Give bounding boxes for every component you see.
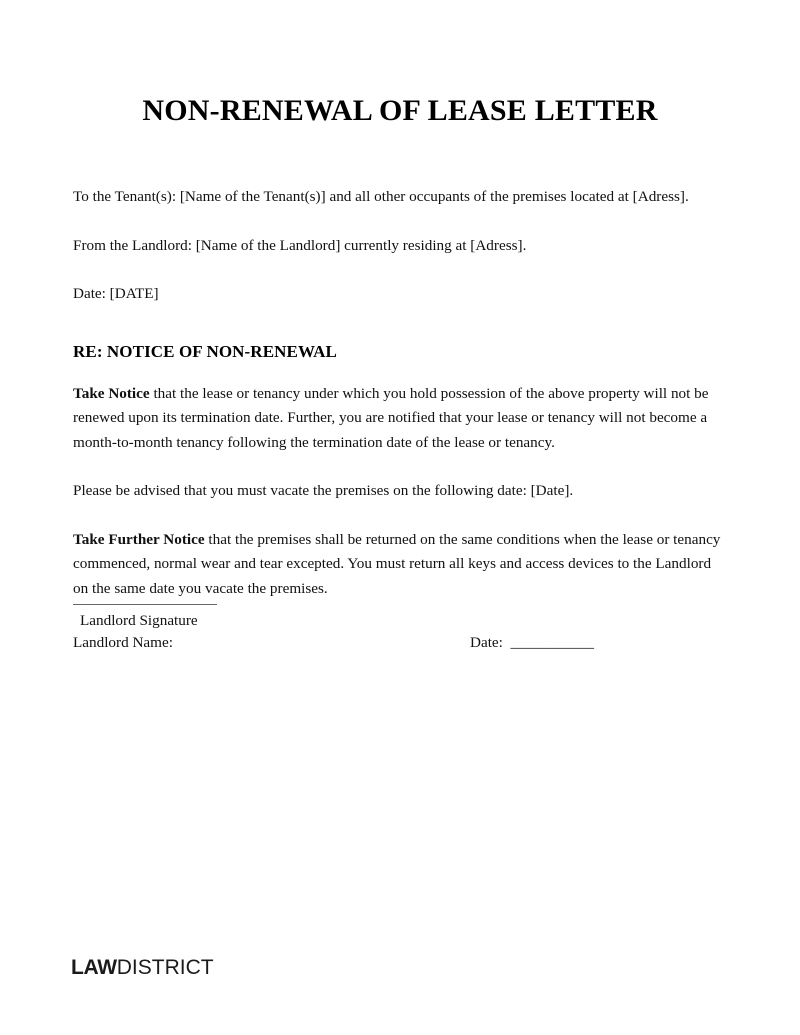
- paragraph-take-notice: [73, 382, 727, 456]
- signature-date-field[interactable]: Date: ___________: [470, 634, 595, 651]
- signature-caption: Landlord Signature: [80, 612, 198, 629]
- paragraph-take-further-notice: [73, 528, 727, 602]
- logo-text-law: LAW: [71, 956, 117, 979]
- date-line: Date: [DATE]: [73, 285, 159, 302]
- page-title: NON-RENEWAL OF LEASE LETTER: [142, 94, 658, 128]
- lawdistrict-logo: [71, 955, 214, 981]
- landlord-name-label: Landlord Name:: [73, 634, 173, 651]
- take-notice-body: that the lease or tenancy under which you hold possession of the above property will not be renewed upon its termination date. Further, you are notified that your lease or tenancy will not become a month-to-month tenancy following the termination date of the lease or tenancy.: [73, 384, 709, 451]
- paragraph-vacate-date: Please be advised that you must vacate the premises on the following date: [Date].: [73, 482, 574, 499]
- sender-line: From the Landlord: [Name of the Landlord] currently residing at [Adress].: [73, 236, 527, 254]
- re-subject-heading: RE: NOTICE OF NON-RENEWAL: [73, 341, 337, 361]
- take-further-notice-lead: Take Further Notice: [73, 530, 205, 548]
- take-notice-lead: Take Notice: [73, 384, 150, 402]
- logo-text-district: DISTRICT: [116, 956, 214, 979]
- signature-rule: [73, 604, 217, 605]
- recipient-line: To the Tenant(s): [Name of the Tenant(s)] and all other occupants of the premises located at [Adress].: [73, 188, 689, 205]
- signature-row: [73, 631, 727, 657]
- take-further-notice-body: that the premises shall be returned on the same conditions when the lease or tenancy commenced, normal wear and tear excepted. You must return all keys and access devices to the Landlord on the same date you vacate the premises.: [73, 530, 721, 597]
- document-body: [73, 185, 727, 657]
